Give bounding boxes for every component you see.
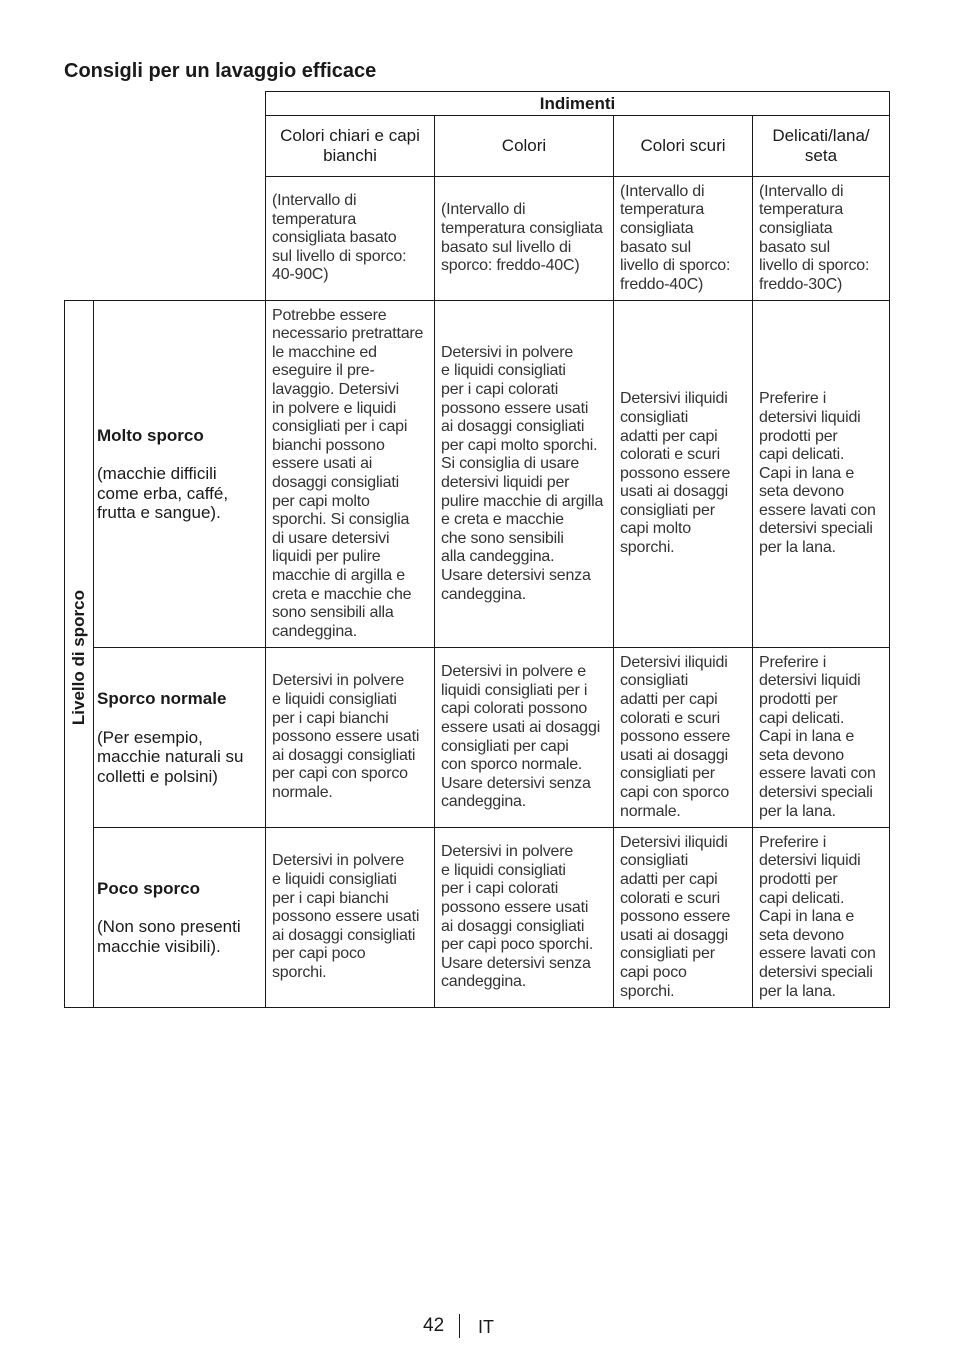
column-header-delicate: Delicati/lana/ seta bbox=[752, 115, 890, 177]
page-number: 42 bbox=[423, 1315, 445, 1336]
cell-light-colored: Detersivi in polvere e liquidi consigliati per i capi colorati possono essere usati ai dosaggi consigliati per capi poco sporchi. Usare detersivi senza candeggina. bbox=[434, 827, 614, 1008]
temp-range-colored: (Intervallo di temperatura consigliata basato sul livello di sporco: freddo-40C) bbox=[434, 176, 614, 301]
page-title: Consigli per un lavaggio efficace bbox=[64, 60, 377, 82]
cell-heavy-light-white: Potrebbe essere necessario pretrattare le macchine ed eseguire il pre- lavaggio. Detersivi in polvere e liquidi consigliati per i capi bianchi possono essere usati ai dosaggi consigliati per capi molto sporchi. Si consiglia di usare detersivi liquidi per pulire macchie di argilla e creta e macchie che sono sensibili alla candeggina. bbox=[265, 300, 435, 648]
cell-heavy-delicate: Preferire i detersivi liquidi prodotti per capi delicati. Capi in lana e seta devono essere lavati con detersivi speciali per la lana. bbox=[752, 300, 890, 648]
language-code: IT bbox=[478, 1317, 494, 1337]
group-header-indimenti: Indimenti bbox=[265, 91, 890, 116]
soil-level-side-label: Livello di sporco bbox=[69, 589, 88, 725]
soil-level-side-cell bbox=[64, 300, 94, 1008]
page-footer bbox=[0, 1314, 954, 1340]
cell-light-dark: Detersivi iliquidi consigliati adatti per capi colorati e scuri possono essere usati ai dosaggi consigliati per capi poco sporchi. bbox=[613, 827, 753, 1008]
cell-light-delicate: Preferire i detersivi liquidi prodotti per capi delicati. Capi in lana e seta devono essere lavati con detersivi speciali per la lana. bbox=[752, 827, 890, 1008]
row-label-normal-soil: Sporco normale (Per esempio, macchie naturali su colletti e polsini) bbox=[93, 647, 266, 828]
temp-range-dark: (Intervallo di temperatura consigliata basato sul livello di sporco: freddo-40C) bbox=[613, 176, 753, 301]
column-header-light-white: Colori chiari e capi bianchi bbox=[265, 115, 435, 177]
row-label-light-soil: Poco sporco (Non sono presenti macchie visibili). bbox=[93, 827, 266, 1008]
column-header-colored: Colori bbox=[434, 115, 614, 177]
footer-divider bbox=[459, 1314, 460, 1338]
cell-normal-delicate: Preferire i detersivi liquidi prodotti per capi delicati. Capi in lana e seta devono essere lavati con detersivi speciali per la lana. bbox=[752, 647, 890, 828]
cell-heavy-colored: Detersivi in polvere e liquidi consigliati per i capi colorati possono essere usati ai dosaggi consigliati per capi molto sporchi. Si consiglia di usare detersivi liquidi per pulire macchie di argilla e creta e macchie che sono sensibili alla candeggina. Usare detersivi senza candeggina. bbox=[434, 300, 614, 648]
column-header-dark: Colori scuri bbox=[613, 115, 753, 177]
cell-normal-dark: Detersivi iliquidi consigliati adatti per capi colorati e scuri possono essere usati ai dosaggi consigliati per capi con sporco normale. bbox=[613, 647, 753, 828]
temp-range-light-white: (Intervallo di temperatura consigliata basato sul livello di sporco: 40-90C) bbox=[265, 176, 435, 301]
cell-normal-light-white: Detersivi in polvere e liquidi consigliati per i capi bianchi possono essere usati ai dosaggi consigliati per capi con sporco normale. bbox=[265, 647, 435, 828]
cell-heavy-dark: Detersivi iliquidi consigliati adatti per capi colorati e scuri possono essere usati ai dosaggi consigliati per capi molto sporchi. bbox=[613, 300, 753, 648]
cell-normal-colored: Detersivi in polvere e liquidi consigliati per i capi colorati possono essere usati ai dosaggi consigliati per capi con sporco normale. Usare detersivi senza candeggina. bbox=[434, 647, 614, 828]
cell-light-light-white: Detersivi in polvere e liquidi consigliati per i capi bianchi possono essere usati ai dosaggi consigliati per capi poco sporchi. bbox=[265, 827, 435, 1008]
temp-range-delicate: (Intervallo di temperatura consigliata basato sul livello di sporco: freddo-30C) bbox=[752, 176, 890, 301]
row-label-heavy-soil: Molto sporco (macchie difficili come erba, caffé, frutta e sangue). bbox=[93, 300, 266, 648]
